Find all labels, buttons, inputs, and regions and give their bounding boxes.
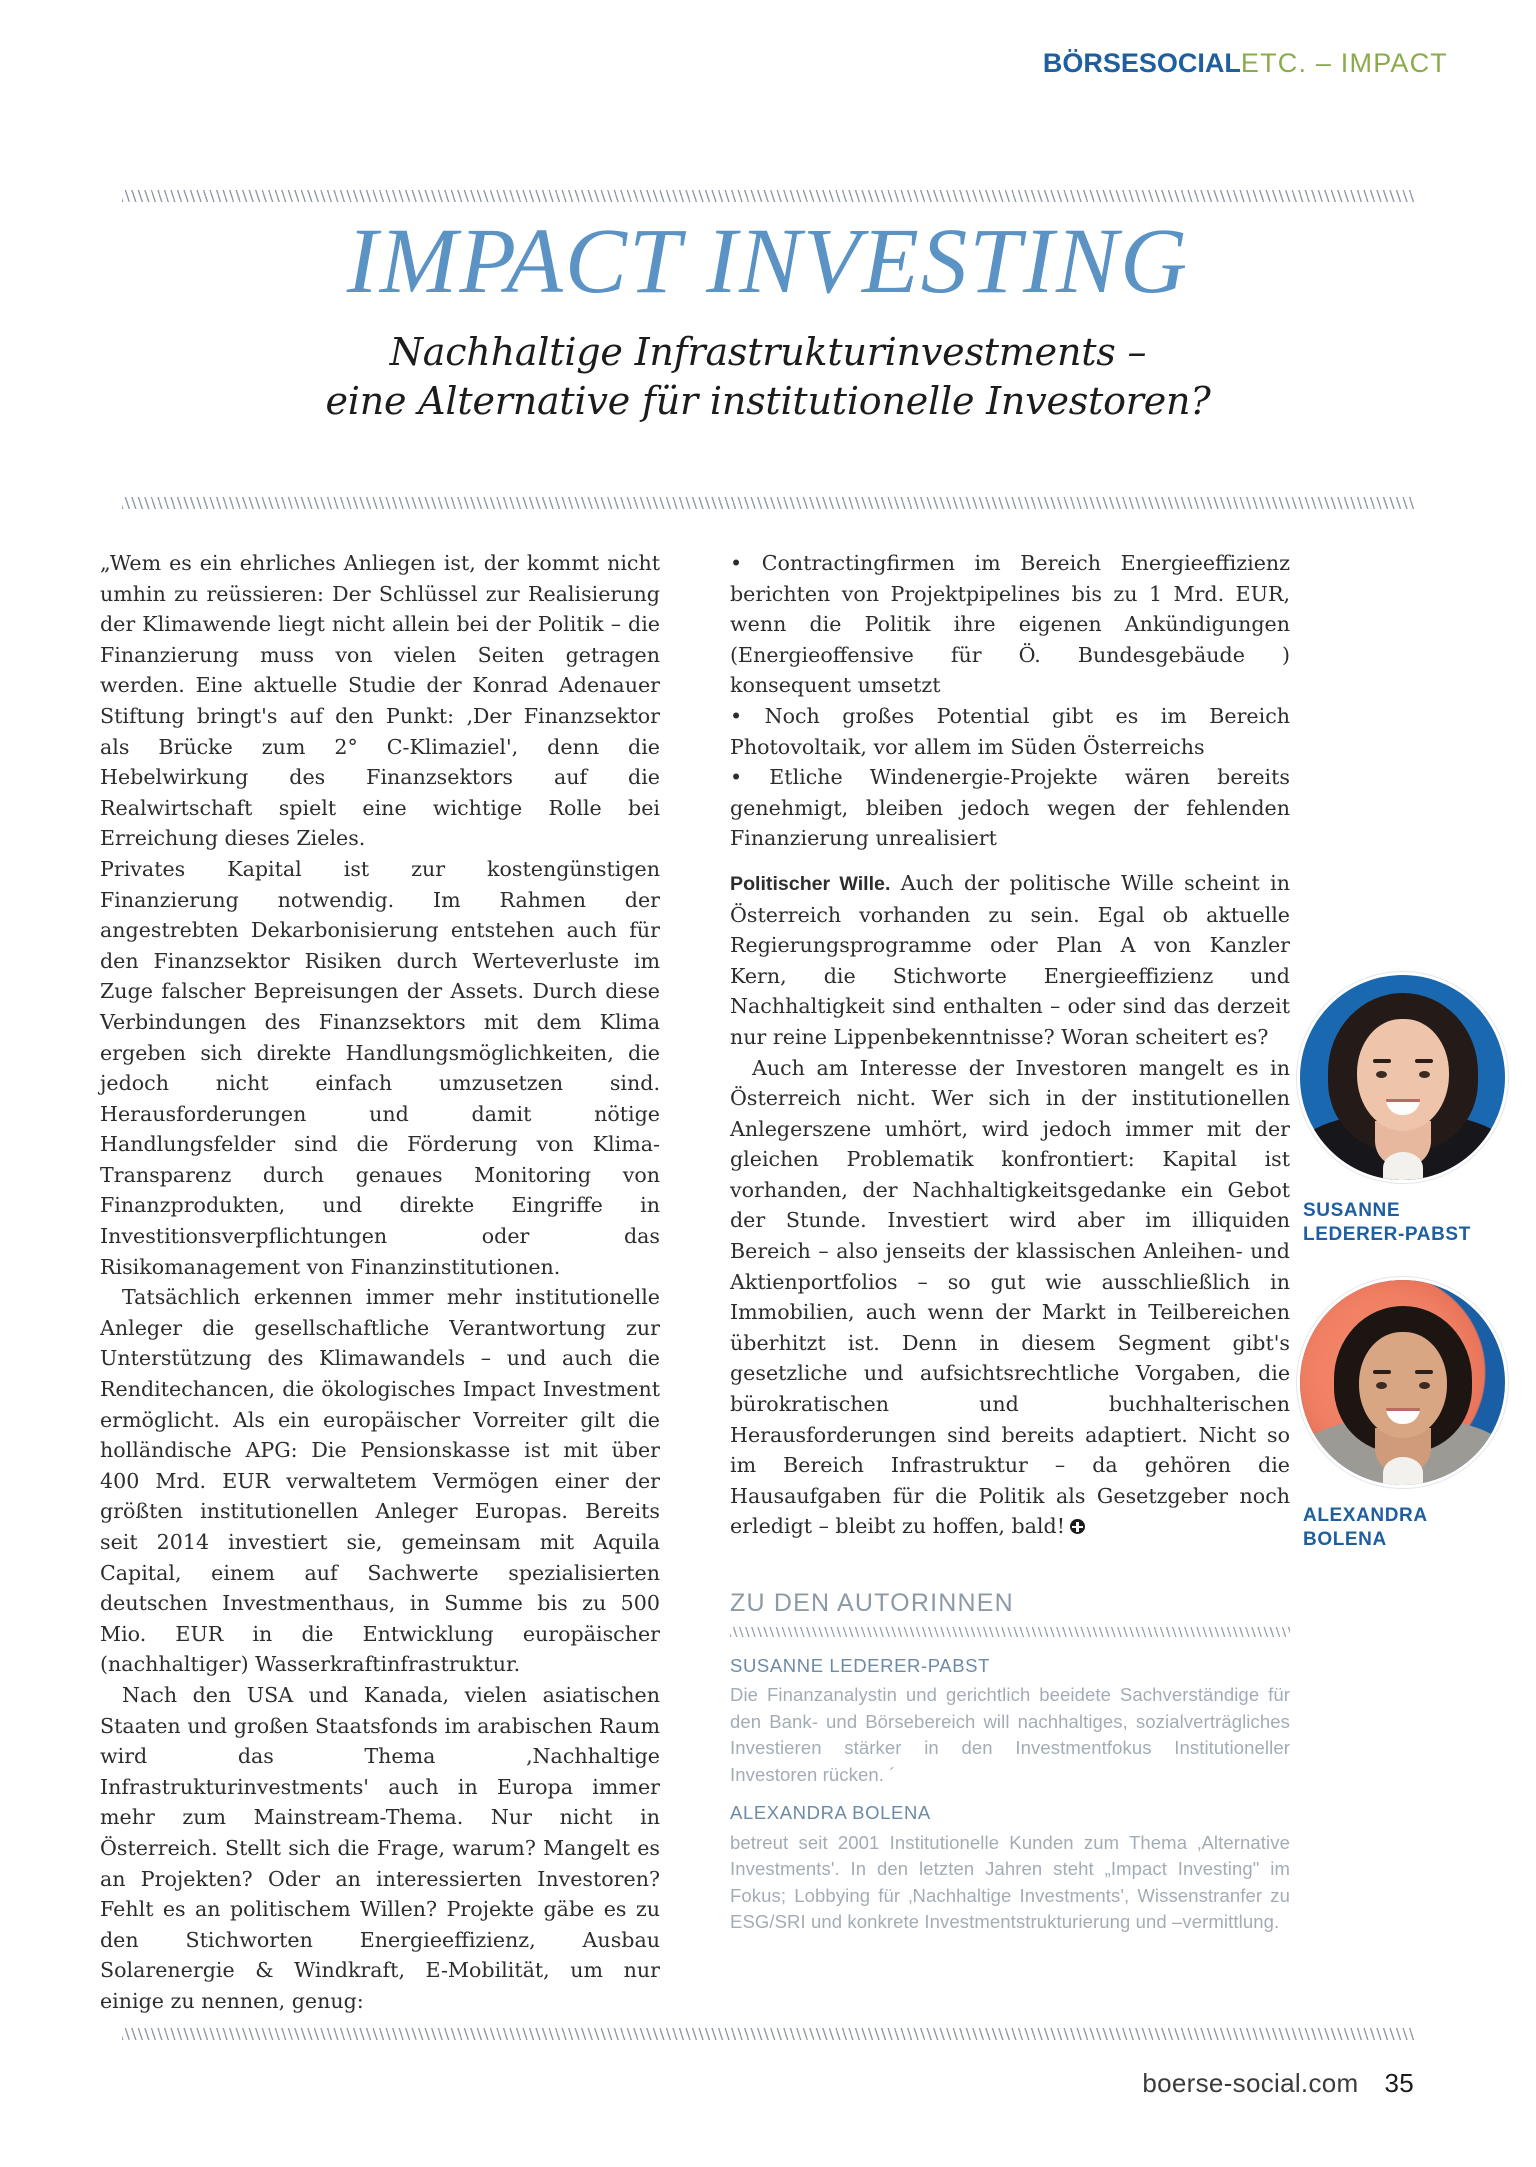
hatched-rule-bottom [122, 2028, 1414, 2040]
author-bio: betreut seit 2001 Institutionelle Kunden zum Thema ‚Alternative Investments'. In den letzten Jahren steht „Impact Investing" im Fokus; Lobbying für ‚Nachhaltige Investments', Wissenstranfer zu ESG/SRI und konkrete Investmentstrukturierung und –vermittlung. [730, 1831, 1290, 1933]
face-shape [1357, 1019, 1449, 1131]
footer-site: boerse-social.com [1142, 2068, 1359, 2098]
portrait-alexandra-bolena [1297, 1277, 1512, 1552]
paragraph: Privates Kapital ist zur kostengünstigen Finanzierung notwendig. Im Rahmen der angestrebten Dekarbonisierung entstehen auch für den Finanzsektor Risiken durch Werteverluste im Zuge falscher Bepreisungen der Assets. Durch diese Verbindungen des Finanzsektors mit dem Klima ergeben sich direkte Handlungsmöglichkeiten, die jedoch nicht einfach umzusetzen sind. Herausforderungen und damit nötige Handlungsfelder sind die Förderung von Klima-Transparenz durch genaues Monitoring von Finanzprodukten, und direkte Eingriffe in Investitionsverpflichtungen oder das Risikomanagement von Finanzinstitutionen. [100, 856, 660, 1279]
mouth-shape [1386, 1408, 1420, 1424]
footer [1142, 2068, 1414, 2099]
subtitle-line-1: Nachhaltige Infrastrukturinvestments – [389, 329, 1147, 374]
face-shape [1359, 1332, 1447, 1438]
right-column [730, 548, 1290, 1946]
title-block [122, 210, 1414, 427]
paragraph: „Wem es ein ehrliches Anliegen ist, der kommt nicht umhin zu reüssieren: Der Schlüssel zur Realisierung der Klimawende liegt nicht allein bei der Politik – die Finanzierung muss von vielen Seiten getragen werden. Eine aktuelle Studie der Konrad Adenauer Stiftung bringt's auf den Punkt: ‚Der Finanzsektor als Brücke zum 2° C-Klimaziel', denn die Hebelwirkung des Finanzsektors auf die Realwirtschaft spielt eine wichtige Rolle bei Erreichung dieses Zieles. [100, 551, 660, 851]
masthead-brand: BÖRSESOCIAL [1042, 48, 1241, 78]
paragraph-text: Auch der politische Wille scheint in Österreich vorhanden zu sein. Egal ob aktuelle Regierungsprogramme oder Plan A von Kanzler Kern, die Stichworte Energieeffizienz und Nachhaltigkeit sind enthalten – oder sind das derzeit nur reine Lippenbekenntnisse? Woran scheitert es? [730, 870, 1290, 1049]
eye-shape [1419, 1071, 1430, 1078]
eyebrow-shape [1415, 1059, 1433, 1063]
portrait-caption-line-1: ALEXANDRA [1303, 1505, 1428, 1526]
page-subtitle [122, 328, 1414, 427]
masthead [1043, 48, 1448, 79]
mouth-shape [1386, 1099, 1420, 1115]
eye-shape [1376, 1071, 1387, 1078]
authors-box-heading: ZU DEN AUTORINNEN [730, 1589, 1014, 1617]
eye-shape [1419, 1382, 1430, 1389]
left-column [100, 548, 660, 2017]
author-name: ALEXANDRA BOLENA [730, 1802, 931, 1824]
hatched-rule-top [122, 190, 1414, 202]
end-of-article-icon [1070, 1519, 1085, 1534]
portrait-caption-line-2: LEDERER-PABST [1303, 1224, 1471, 1245]
eyebrow-shape [1373, 1059, 1391, 1063]
page-title: IMPACT INVESTING [346, 210, 1190, 313]
paragraph-text: Auch am Interesse der Investoren mangelt es in Österreich nicht. Wer sich in der institutionellen Anlegerszene umhört, wird jedoch immer mit der gleichen Problematik konfrontiert: Kapital ist vorhanden, der Nachhaltigkeitsgedanke ein Gebot der Stunde. Investiert wird aber im illiquiden Bereich – also jenseits der klassischen Anleihen- und Aktienportfolios – so gut wie ausschließlich in Immobilien, auch wenn der Markt in Teilbereichen überhitzt ist. Denn in diesem Segment gibt's gesetzliche und aufsichtsrechtliche Vorgaben, die bürokratischen und buchhalterischen Herausforderungen sind bereits adaptiert. Nicht so im Bereich Infrastruktur – da gehören die Hausaufgaben für die Politik als Gesetzgeber noch erledigt – bleibt zu hoffen, bald! [730, 1055, 1290, 1539]
subtitle-line-2: eine Alternative für institutionelle Investoren? [325, 379, 1211, 424]
collar-shape [1383, 1152, 1423, 1183]
author-name: SUSANNE LEDERER-PABST [730, 1654, 991, 1676]
page-number: 35 [1384, 2068, 1414, 2098]
portrait-caption [1303, 1199, 1512, 1247]
hatched-rule-middle [122, 497, 1414, 509]
author-bio: Die Finanzanalystin und gerichtlich beeidete Sachverständige für den Bank- und Börsebereich will nachhaltiges, sozialverträgliches Investieren stärker in den Investmentfokus Institutioneller Investoren rücken. ´ [730, 1684, 1290, 1785]
eyebrow-shape [1415, 1370, 1433, 1374]
paragraph: Nach den USA und Kanada, vielen asiatischen Staaten und großen Staatsfonds im arabischen Raum wird das Thema ‚Nachhaltige Infrastrukturinvestments' auch in Europa immer mehr zum Mainstream-Thema. Nur nicht in Österreich. Stellt sich die Frage, warum? Mangelt es an Projekten? Oder an interessierten Investoren? Fehlt es an politischem Willen? Projekte gäbe es zu den Stichworten Energieeffizienz, Ausbau Solarenergie & Windkraft, E-Mobilität, um nur einige zu nennen, genug: [100, 1682, 660, 2013]
paragraph: Tatsächlich erkennen immer mehr institutionelle Anleger die gesellschaftliche Verantwortung zur Unterstützung des Klimawandels – und auch die Renditechancen, die ökologisches Impact Investment ermöglicht. Als ein europäischer Vorreiter gilt die holländische APG: Die Pensionskasse ist mit über 400 Mrd. EUR verwaltetem Vermögen einer der größten institutionellen Anleger Europas. Bereits seit 2014 investiert sie, gemeinsam mit Aquila Capital, einem auf Sachwerte spezialisierten deutschen Investmenthaus, in Summe bis zu 500 Mio. EUR in die Entwicklung europäischer (nachhaltiger) Wasserkraftinfrastruktur. [100, 1285, 660, 1677]
eyebrow-shape [1373, 1370, 1391, 1374]
author-entry [730, 1798, 1290, 1936]
paragraph-politischer-wille [730, 868, 1290, 1053]
masthead-section: ETC. – IMPACT [1240, 48, 1448, 78]
lead-in-label: Politischer Wille. [730, 872, 891, 895]
portrait-caption-line-2: BOLENA [1303, 1529, 1387, 1550]
bullet-item: • Etliche Windenergie-Projekte wären bereits genehmigt, bleiben jedoch wegen der fehlenden Finanzierung unrealisiert [730, 765, 1290, 851]
collar-shape [1383, 1457, 1423, 1488]
authors-box [730, 1588, 1290, 1936]
bullet-item: • Contractingfirmen im Bereich Energieeffizienz berichten von Projektpipelines bis zu 1 Mrd. EUR, wenn die Politik ihre eigenen Ankündigungen (Energieoffensive für Ö. Bundesgebäude ) konsequent umsetzt [730, 551, 1290, 698]
article-body [100, 548, 1290, 2017]
spacer [730, 854, 1290, 868]
bullet-item: • Noch großes Potential gibt es im Bereich Photovoltaik, vor allem im Süden Österreichs [730, 703, 1290, 759]
avatar [1297, 972, 1508, 1183]
eye-shape [1376, 1382, 1387, 1389]
portrait-susanne-lederer-pabst [1297, 972, 1512, 1247]
paragraph [730, 1053, 1290, 1543]
avatar [1297, 1277, 1508, 1488]
author-portraits [1297, 972, 1512, 1582]
portrait-caption-line-1: SUSANNE [1303, 1200, 1401, 1221]
author-entry [730, 1651, 1290, 1789]
hatched-rule-authors [730, 1627, 1290, 1637]
portrait-caption [1303, 1504, 1512, 1552]
